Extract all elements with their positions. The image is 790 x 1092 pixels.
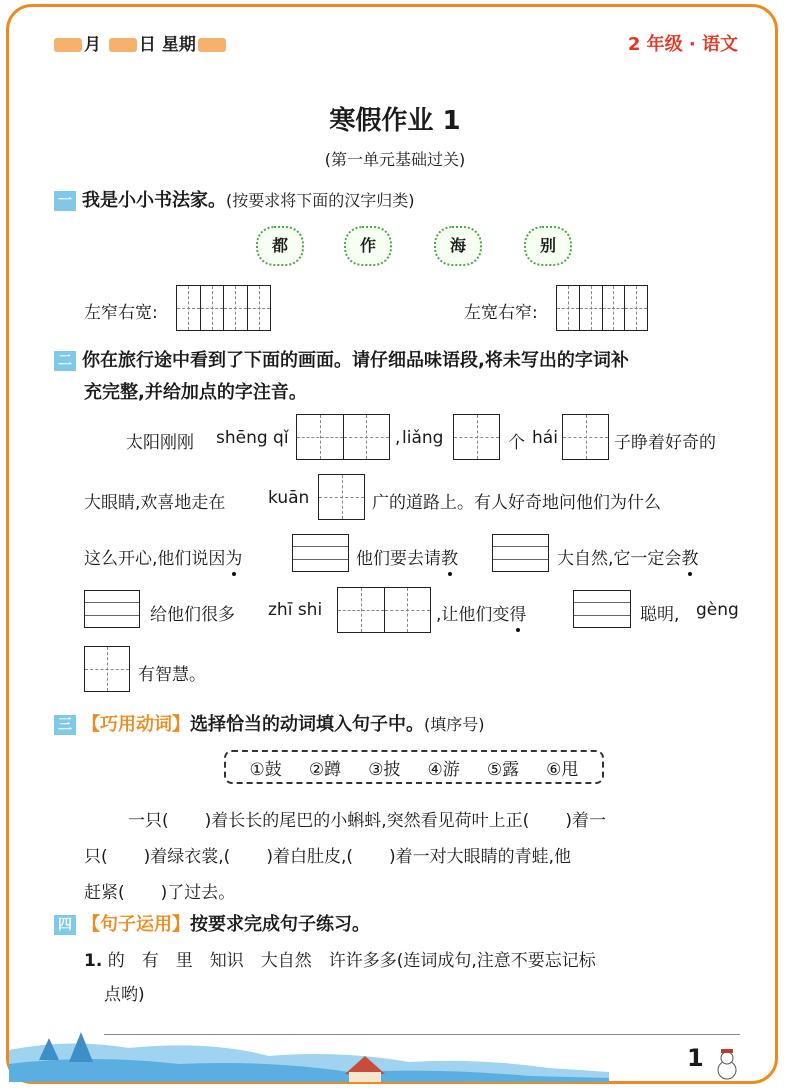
section-tag: 【句子运用】 (82, 914, 190, 935)
question-note-cont: 点哟) (104, 985, 145, 1005)
day-label: 日 (138, 35, 156, 55)
pinyin: zhī shi (268, 600, 323, 620)
text: 大自然,它一定会 (557, 549, 682, 569)
month-label: 月 (84, 35, 101, 55)
text: 赶紧( (84, 883, 125, 903)
option: ④游 (427, 759, 460, 780)
text: ,让他们变 (436, 605, 510, 625)
option: ①鼓 (249, 759, 282, 780)
text: 他们要去请 (356, 549, 441, 569)
text: 聪明, (640, 605, 680, 625)
section-number: 二 (54, 351, 76, 371)
heading-text: 你在旅行途中看到了下面的画面。请仔细品味语段,将未写出的字词补 (82, 350, 629, 371)
text: )着绿衣裳,( (143, 847, 231, 867)
option: ⑥甩 (546, 759, 579, 780)
text-line (557, 544, 698, 569)
section-2-heading-cont: 充完整,并给加点的字注音。 (84, 382, 307, 403)
heading-text: 选择恰当的动词填入句子中。 (190, 714, 424, 735)
char-wreath: 作 (344, 226, 392, 266)
date-line (52, 30, 228, 55)
text: 给他们很多 (150, 605, 235, 625)
option: ⑤露 (486, 759, 520, 780)
verb-options (224, 750, 604, 784)
text: )着白肚皮,( (266, 847, 353, 867)
text: 一只( (128, 811, 169, 831)
page-title: 寒假作业 1 (329, 106, 461, 136)
text: , (395, 428, 401, 448)
page-number: 1 (687, 1044, 704, 1072)
option: ③披 (368, 759, 401, 780)
section-4-heading (54, 910, 370, 936)
pinyin-lines[interactable] (573, 590, 631, 628)
text: 只( (84, 847, 108, 867)
section-number: 一 (54, 191, 76, 211)
char-wreath: 海 (434, 226, 482, 266)
section-2-heading (54, 346, 629, 372)
pinyin-lines[interactable] (84, 590, 140, 628)
text: 太阳刚刚 (126, 433, 194, 453)
text: )着一 (565, 811, 606, 831)
s3-line-3 (84, 878, 235, 903)
heading-note: (填序号) (424, 715, 485, 734)
section-number: 四 (54, 915, 76, 935)
pinyin: hái (532, 428, 558, 448)
heading-note: (按要求将下面的汉字归类) (226, 191, 415, 210)
question-1 (84, 946, 596, 971)
grade-subject: 2 年级 · 语文 (627, 34, 738, 55)
section-tag: 【巧用动词】 (82, 714, 190, 735)
answer-grid[interactable] (337, 587, 431, 633)
pinyin-lines[interactable] (292, 534, 349, 572)
answer-grid[interactable] (84, 646, 130, 692)
text: )了过去。 (160, 883, 236, 903)
page-subtitle: (第一单元基础过关) (324, 150, 466, 169)
left-narrow-label: 左窄右宽: (84, 303, 158, 323)
pinyin-lines[interactable] (492, 534, 549, 572)
section-3-heading (54, 710, 485, 736)
question-note: (连词成句,注意不要忘记标 (396, 951, 596, 971)
snowman-icon (712, 1048, 742, 1080)
option: ②蹲 (308, 759, 342, 780)
heading-text: 按要求完成句子练习。 (190, 914, 370, 935)
text: )着一对大眼睛的青蛙,他 (388, 847, 572, 867)
text: 广的道路上。有人好奇地问他们为什么 (372, 493, 661, 513)
dotted-char: 得 (509, 605, 527, 625)
dotted-char: 为 (225, 549, 243, 569)
section-number: 三 (54, 715, 76, 735)
char-wreath: 别 (524, 226, 572, 266)
pinyin: shēng qǐ (216, 428, 289, 448)
text: 有智慧。 (138, 665, 206, 685)
char-wreath: 都 (256, 226, 304, 266)
answer-grid[interactable] (318, 474, 365, 520)
s3-line-1 (128, 806, 606, 831)
dotted-char: 教 (681, 549, 699, 569)
right-narrow-label: 左宽右窄: (464, 303, 538, 323)
text-line (84, 544, 242, 569)
text-line (356, 544, 458, 569)
answer-grid[interactable] (296, 414, 390, 460)
weekday-label: 星期 (161, 35, 196, 55)
question-number: 1. (84, 951, 103, 971)
answer-grid[interactable] (562, 414, 609, 460)
s3-line-2 (84, 842, 571, 867)
text: 个 (508, 433, 525, 453)
writing-grid[interactable] (556, 285, 648, 331)
dotted-char: 教 (441, 549, 458, 569)
pinyin: kuān (268, 488, 310, 508)
text-line (436, 600, 526, 625)
answer-grid[interactable] (453, 414, 500, 460)
weekday-blank[interactable] (198, 38, 226, 52)
heading-text: 我是小小书法家。 (82, 190, 226, 211)
winter-scenery-illustration (9, 1020, 669, 1082)
pinyin: gèng (696, 600, 739, 620)
text: 大眼睛,欢喜地走在 (84, 493, 226, 513)
word-list: 的 有 里 知识 大自然 许许多多 (107, 951, 397, 971)
section-1-heading (54, 186, 415, 212)
month-blank[interactable] (54, 38, 82, 52)
text: )着长长的尾巴的小蝌蚪,突然看见荷叶上正( (204, 811, 530, 831)
text: 子睁着好奇的 (614, 433, 716, 453)
day-blank[interactable] (109, 38, 137, 52)
text: 这么开心,他们说因 (84, 549, 226, 569)
pinyin: liǎng (402, 428, 444, 448)
writing-grid[interactable] (176, 285, 271, 331)
